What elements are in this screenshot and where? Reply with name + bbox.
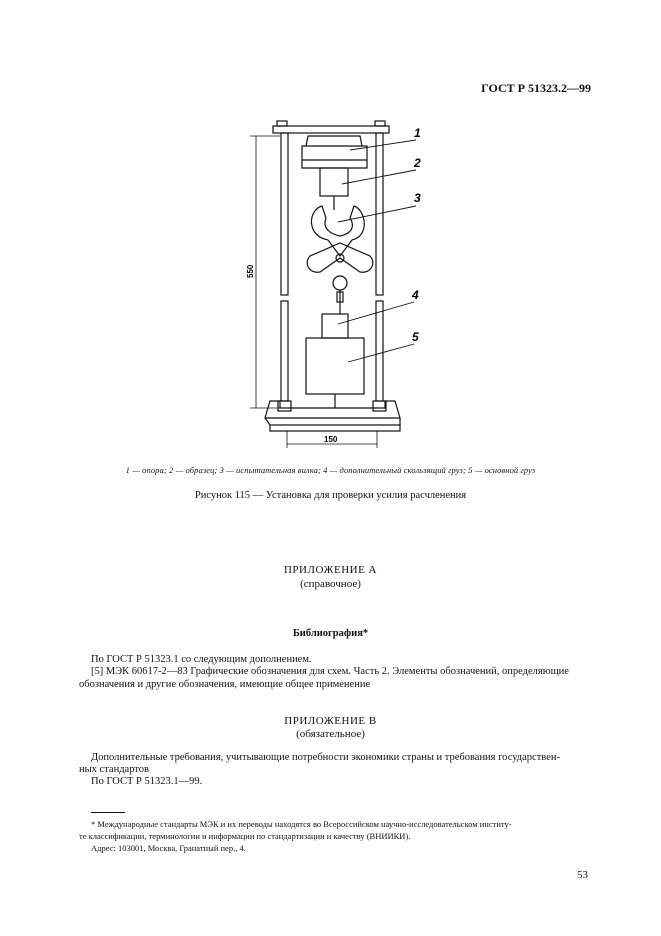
appendix-a-paragraph-1: По ГОСТ Р 51323.1 со следующим дополнением. [91,654,312,665]
page-number: 53 [577,869,588,881]
appendix-a-title: ПРИЛОЖЕНИЕ А [283,564,377,576]
figure-legend: 1 — опора; 2 — образец; 3 — испытательная вилка; 4 — дополнительный скользящий груз; 5 — основной груз [125,465,536,475]
appendix-b-type: (обязательное) [296,728,365,740]
figure-label-4: 4 [412,288,419,302]
support-1 [302,136,367,168]
document-code: ГОСТ Р 51323.2—99 [481,81,591,95]
dimension-height: 550 [246,264,255,278]
appendix-b-paragraph-2: По ГОСТ Р 51323.1—99. [91,776,203,787]
footnote-line-1: * Международные стандарты МЭК и их переводы находятся во Всероссийском научно-исследовательском институ- [91,819,512,829]
test-setup-figure [240,118,430,458]
footnote-line-3: Адрес: 103001, Москва, Гранатный пер., 4. [91,843,246,853]
figure-caption: Рисунок 115 — Установка для проверки усилия расчленения [194,490,467,501]
footnote-line-2: те классификации, терминологии и информации по стандартизации и качеству (ВНИИКИ). [79,831,411,841]
sliding-weight-4 [322,314,348,338]
figure-label-2: 2 [414,156,421,170]
footnote-divider [91,812,125,813]
top-plate [273,126,389,133]
bibliography-title: Библиография* [292,628,369,639]
figure-label-3: 3 [414,191,421,205]
left-column [281,133,288,295]
appendix-b-paragraph-1: Дополнительные требования, учитывающие потребности экономики страны и требования государствен- [91,752,560,763]
figure-label-5: 5 [412,330,419,344]
fork-3 [311,206,364,256]
appendix-a-paragraph-2: [5] МЭК 60617-2—83 Графические обозначения для схем. Часть 2. Элементы обозначений, определяющие [91,666,569,677]
appendix-b-title: ПРИЛОЖЕНИЕ В [284,715,377,727]
main-weight-5 [306,338,364,394]
figure-label-1: 1 [414,126,421,140]
appendix-b-paragraph-1-cont: ных стандартов [79,764,149,775]
appendix-a-type: (справочное) [300,578,361,590]
dimension-width: 150 [324,435,338,444]
specimen-2 [320,168,348,196]
appendix-a-paragraph-2-cont: обозначения и другие обозначения, имеющие общее применение [79,679,371,690]
base-plate [265,401,400,418]
